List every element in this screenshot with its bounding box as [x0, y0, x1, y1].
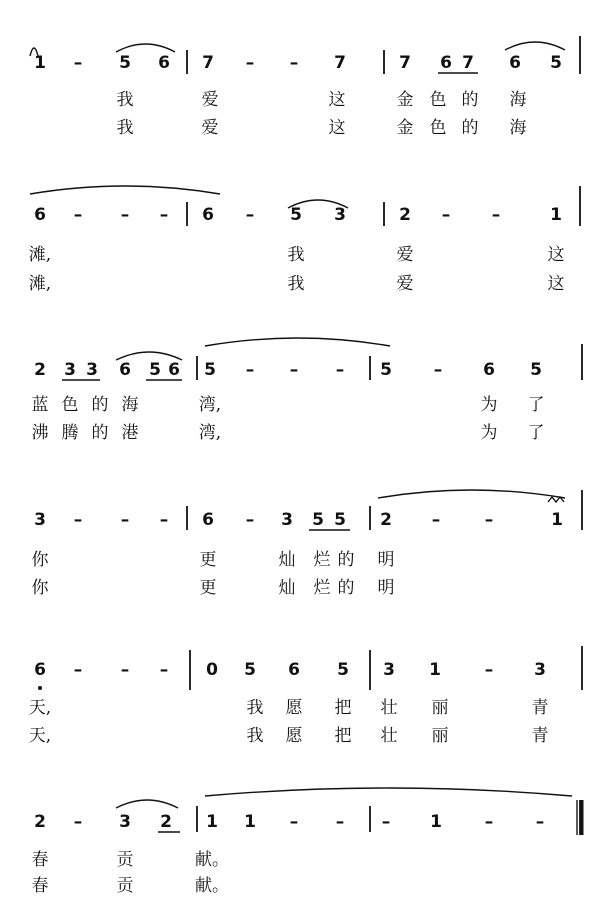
jianpu-note: 1 [551, 510, 563, 530]
lyric-verse-2: 腾 [61, 423, 79, 443]
jianpu-note: – [73, 205, 83, 225]
lyric-verse-1: 了 [527, 395, 545, 415]
lyric-verse-2: 了 [527, 423, 545, 443]
lyric-verse-1: 贡 [116, 850, 134, 870]
jianpu-note: 3 [334, 205, 346, 225]
jianpu-note: 6 [509, 53, 521, 73]
jianpu-note: – [159, 510, 169, 530]
lyric-verse-2: 献。 [195, 876, 229, 896]
slur-tie [205, 338, 390, 346]
lyric-verse-2: 爱 [201, 118, 219, 138]
jianpu-note: 1 [34, 53, 46, 73]
lyric-verse-1: 把 [334, 698, 352, 718]
jianpu-note: 5 [204, 360, 216, 380]
lyric-verse-2: 爱 [396, 274, 414, 294]
jianpu-note: – [120, 660, 130, 680]
jianpu-note: 5 [290, 205, 302, 225]
lyric-verse-1: 我 [246, 698, 264, 718]
jianpu-note: 3 [34, 510, 46, 530]
jianpu-note: 2 [34, 812, 46, 832]
lyric-verse-2: 湾, [198, 423, 222, 443]
lyric-verse-2: 海 [509, 118, 527, 138]
lyric-verse-2: 我 [246, 726, 264, 746]
lyric-verse-1: 你 [31, 550, 49, 570]
lyric-verse-2: 愿 [285, 726, 303, 746]
jianpu-note: 3 [383, 660, 395, 680]
lyric-verse-2: 烂 [313, 578, 331, 598]
jianpu-note: – [159, 205, 169, 225]
lyric-verse-2: 色 [429, 118, 447, 138]
jianpu-note: – [535, 812, 545, 832]
lyric-verse-2: 贡 [116, 876, 134, 896]
lyric-verse-2: 的 [461, 118, 479, 138]
jianpu-note: 7 [334, 53, 346, 73]
jianpu-note: 5 [149, 360, 161, 380]
jianpu-note: 5 [380, 360, 392, 380]
lyric-verse-2: 的 [91, 423, 109, 443]
lyric-verse-1: 色 [429, 90, 447, 110]
jianpu-note: 1 [550, 205, 562, 225]
jianpu-note: – [335, 360, 345, 380]
jianpu-note: 6 [119, 360, 131, 380]
lyric-verse-2: 壮 [380, 726, 398, 746]
lyric-verse-1: 的 [91, 395, 109, 415]
lyric-verse-1: 灿 [278, 550, 296, 570]
slur-tie [205, 788, 572, 796]
jianpu-note: – [289, 812, 299, 832]
jianpu-note: 6 [168, 360, 180, 380]
lyric-verse-1: 的 [337, 550, 355, 570]
lyric-verse-1: 明 [377, 550, 395, 570]
lyric-verse-1: 海 [121, 395, 139, 415]
jianpu-note: – [484, 812, 494, 832]
lyric-verse-1: 愿 [285, 698, 303, 718]
jianpu-note: – [73, 660, 83, 680]
jianpu-note: 3 [281, 510, 293, 530]
jianpu-note: – [433, 360, 443, 380]
jianpu-note: – [159, 660, 169, 680]
jianpu-note: – [73, 53, 83, 73]
slur-tie [116, 44, 175, 52]
jianpu-note: – [441, 205, 451, 225]
jianpu-note: 3 [534, 660, 546, 680]
lyric-verse-1: 这 [328, 90, 346, 110]
lyric-verse-1: 的 [461, 90, 479, 110]
lyric-verse-1: 爱 [201, 90, 219, 110]
jianpu-note: – [245, 53, 255, 73]
jianpu-note: – [245, 510, 255, 530]
jianpu-note: 6 [440, 53, 452, 73]
lyric-verse-1: 天, [28, 698, 52, 718]
jianpu-note: 1 [206, 812, 218, 832]
lyric-verse-1: 蓝 [31, 395, 49, 415]
lyric-verse-1: 壮 [380, 698, 398, 718]
jianpu-note: 7 [462, 53, 474, 73]
jianpu-note: 5 [530, 360, 542, 380]
jianpu-note: – [73, 812, 83, 832]
jianpu-note: 7 [202, 53, 214, 73]
jianpu-note: 3 [119, 812, 131, 832]
jianpu-note: – [484, 510, 494, 530]
slur-tie [116, 800, 178, 808]
jianpu-note: 5 [244, 660, 256, 680]
jianpu-note: 3 [86, 360, 98, 380]
lyric-verse-1: 更 [199, 550, 217, 570]
jianpu-note: – [120, 510, 130, 530]
jianpu-note: – [120, 205, 130, 225]
lyric-verse-1: 这 [547, 245, 565, 265]
slur-tie [116, 352, 182, 360]
jianpu-note: 2 [160, 812, 172, 832]
jianpu-note: 5 [550, 53, 562, 73]
slur-tie [378, 490, 565, 498]
lyric-verse-1: 烂 [313, 550, 331, 570]
jianpu-note: – [245, 205, 255, 225]
lyric-verse-2: 我 [116, 118, 134, 138]
lyric-verse-2: 沸 [31, 423, 49, 443]
jianpu-note: – [73, 510, 83, 530]
lyric-verse-2: 灿 [278, 578, 296, 598]
lyric-verse-1: 丽 [431, 698, 449, 718]
lyric-verse-2: 的 [337, 578, 355, 598]
lyric-verse-2: 港 [121, 423, 139, 443]
jianpu-note: 6 [483, 360, 495, 380]
jianpu-note: 6 [34, 205, 46, 225]
jianpu-note: – [245, 360, 255, 380]
lyric-verse-1: 爱 [396, 245, 414, 265]
lyric-verse-2: 滩, [28, 274, 52, 294]
lyric-verse-2: 丽 [431, 726, 449, 746]
slur-tie [30, 186, 220, 194]
jianpu-note: – [381, 812, 391, 832]
lyric-verse-1: 色 [61, 395, 79, 415]
lyric-verse-2: 天, [28, 726, 52, 746]
lyric-verse-2: 春 [31, 876, 49, 896]
lyric-verse-1: 湾, [198, 395, 222, 415]
low-octave-dot [38, 686, 42, 690]
jianpu-note: 6 [288, 660, 300, 680]
lyric-verse-2: 这 [328, 118, 346, 138]
jianpu-note: – [289, 360, 299, 380]
jianpu-note: 3 [64, 360, 76, 380]
lyric-verse-1: 为 [480, 395, 498, 415]
lyric-verse-1: 我 [116, 90, 134, 110]
jianpu-note: 2 [399, 205, 411, 225]
jianpu-note: 0 [206, 660, 218, 680]
lyric-verse-1: 春 [31, 850, 49, 870]
lyric-verse-1: 金 [396, 90, 414, 110]
jianpu-note: 6 [202, 510, 214, 530]
jianpu-note: – [484, 660, 494, 680]
jianpu-note: 5 [312, 510, 324, 530]
lyric-verse-1: 我 [287, 245, 305, 265]
lyric-verse-1: 滩, [28, 245, 52, 265]
slur-tie [505, 42, 565, 50]
lyric-verse-2: 你 [31, 578, 49, 598]
jianpu-note: – [335, 812, 345, 832]
jianpu-note: 1 [244, 812, 256, 832]
jianpu-note: 6 [158, 53, 170, 73]
lyric-verse-1: 海 [509, 90, 527, 110]
lyric-verse-2: 更 [199, 578, 217, 598]
jianpu-note: 5 [119, 53, 131, 73]
jianpu-note: 6 [202, 205, 214, 225]
lyric-verse-1: 献。 [195, 850, 229, 870]
jianpu-note: 1 [430, 812, 442, 832]
jianpu-note: 6 [34, 660, 46, 680]
lyric-verse-2: 这 [547, 274, 565, 294]
lyric-verse-2: 把 [334, 726, 352, 746]
lyric-verse-2: 青 [531, 726, 549, 746]
jianpu-note: 2 [380, 510, 392, 530]
jianpu-note: – [431, 510, 441, 530]
lyric-verse-1: 青 [531, 698, 549, 718]
lyric-verse-2: 金 [396, 118, 414, 138]
jianpu-note: 5 [334, 510, 346, 530]
lyric-verse-2: 我 [287, 274, 305, 294]
jianpu-note: – [289, 53, 299, 73]
jianpu-note: 1 [429, 660, 441, 680]
jianpu-note: 7 [399, 53, 411, 73]
jianpu-note: 2 [34, 360, 46, 380]
lyric-verse-2: 为 [480, 423, 498, 443]
jianpu-note: – [491, 205, 501, 225]
jianpu-note: 5 [337, 660, 349, 680]
lyric-verse-2: 明 [377, 578, 395, 598]
